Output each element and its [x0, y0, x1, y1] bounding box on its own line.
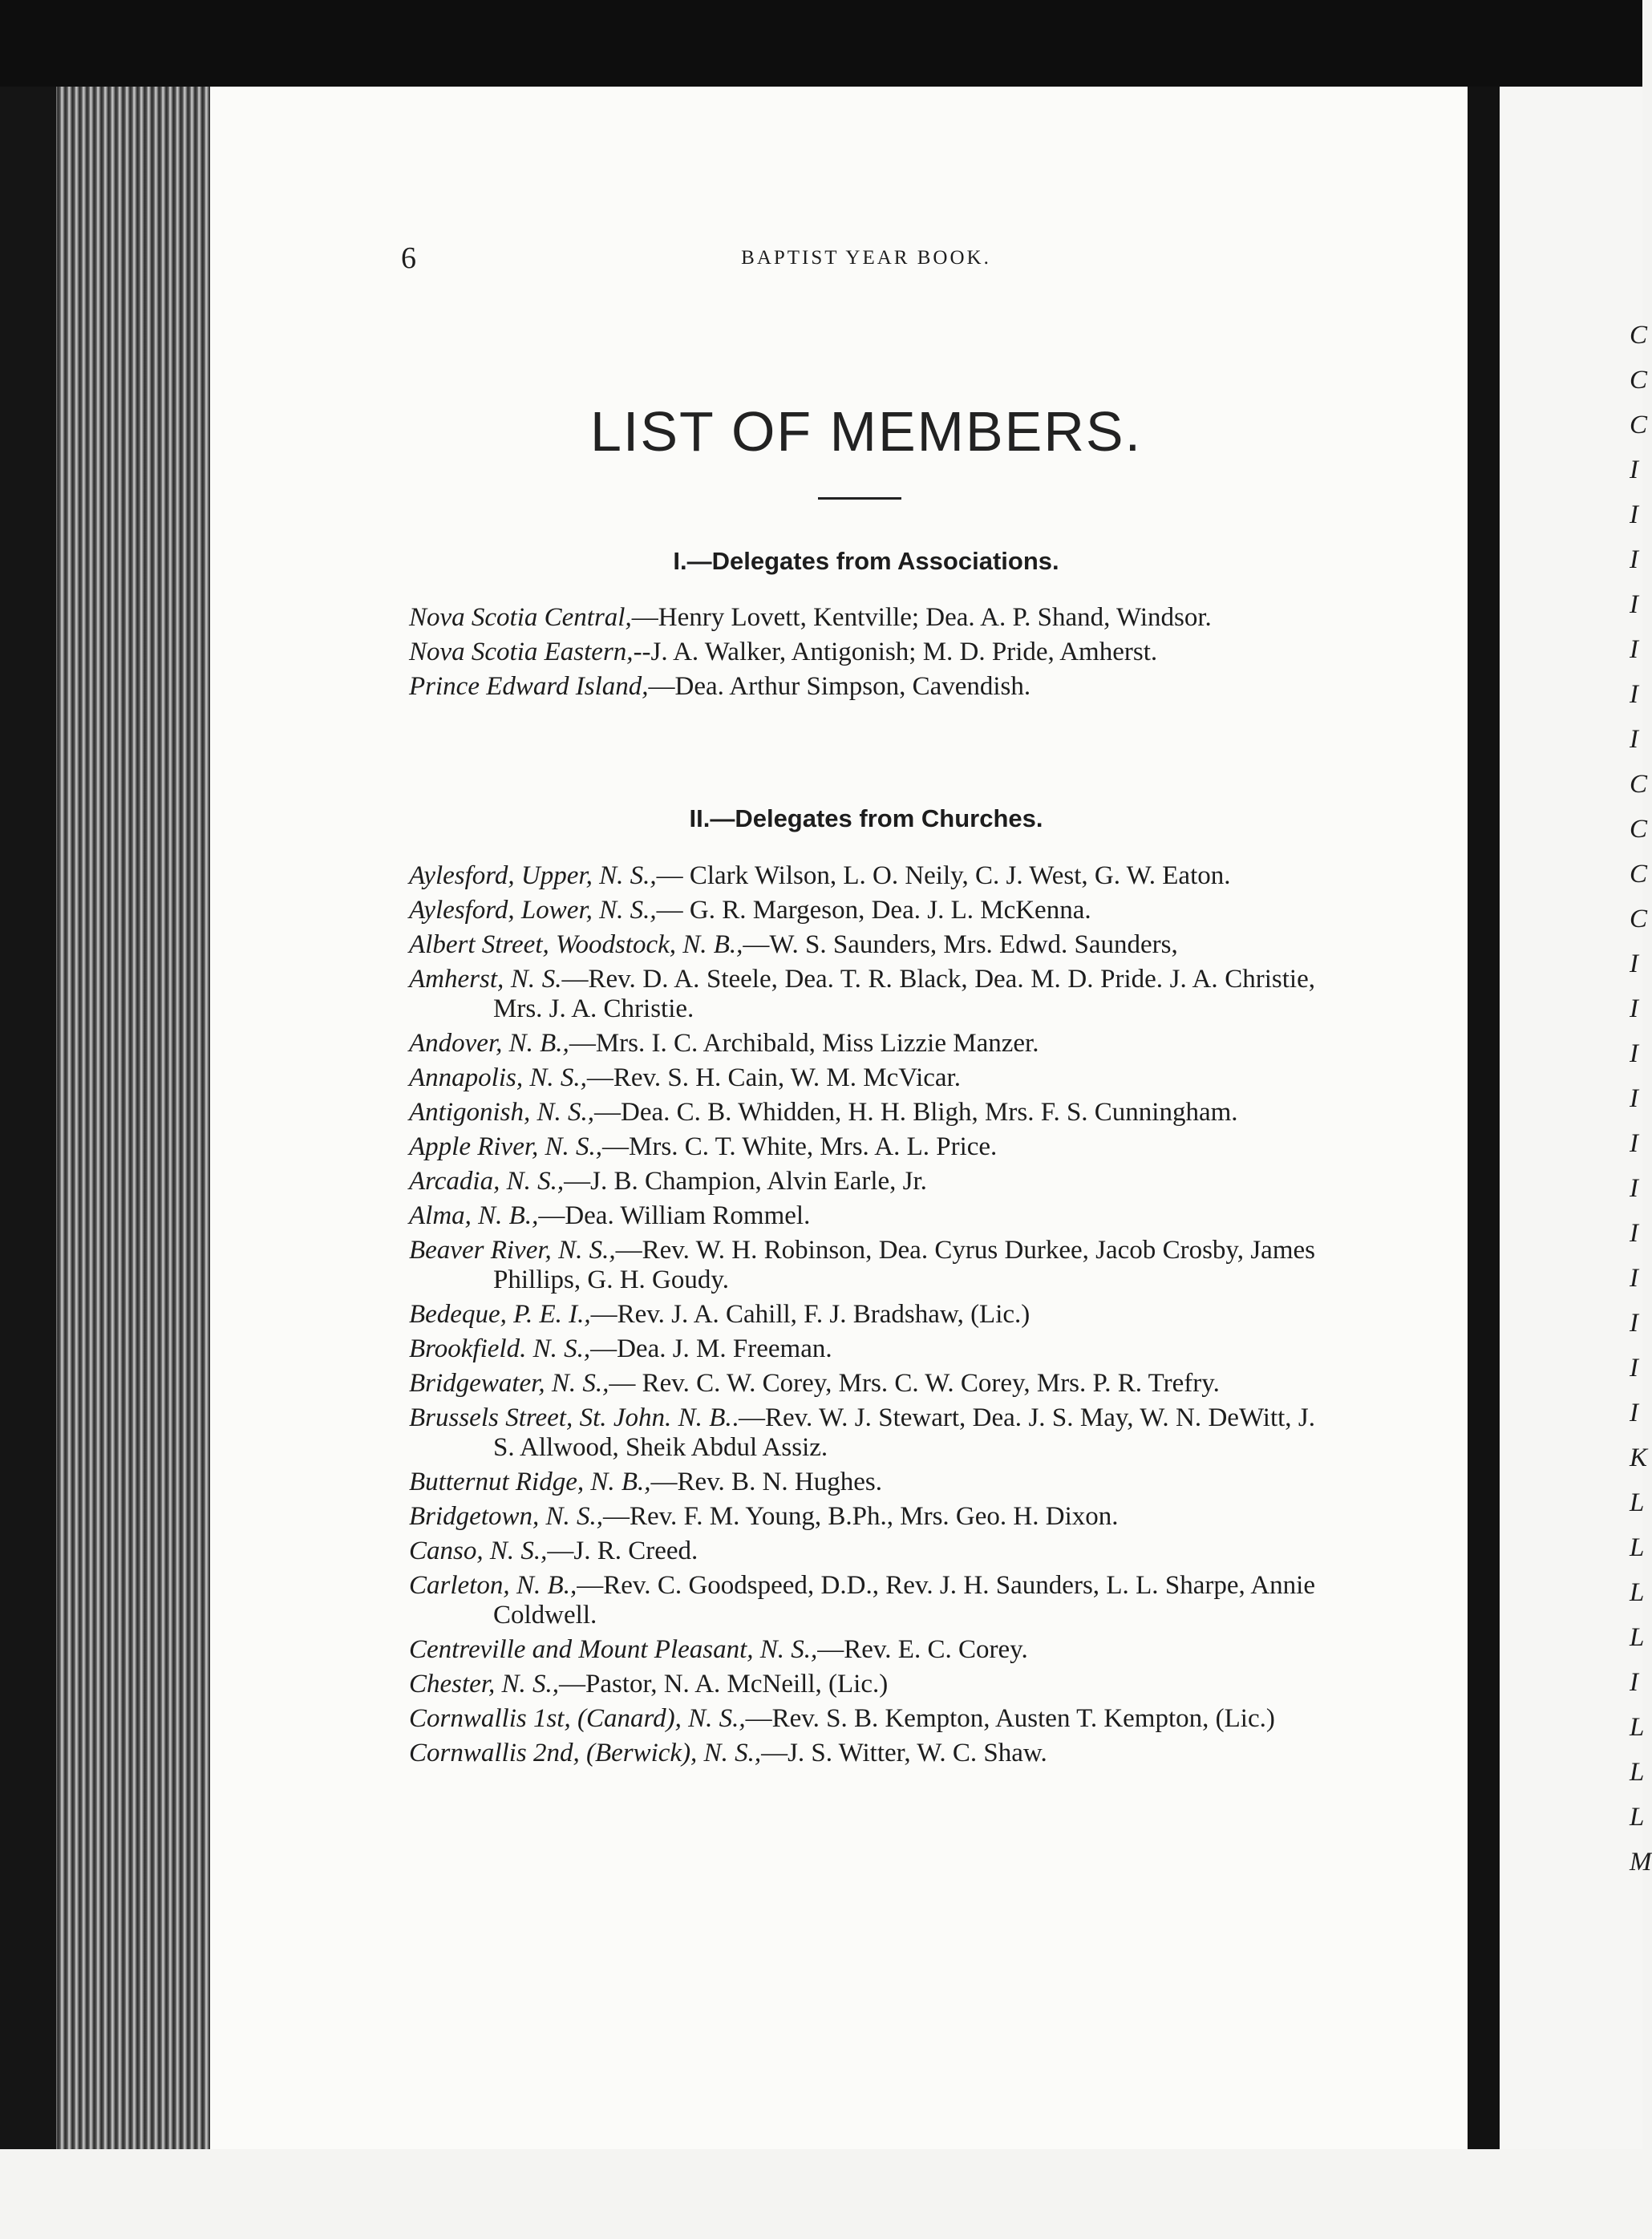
margin-letter: L [1630, 1803, 1645, 1832]
entry-place: Nova Scotia Central, [409, 603, 632, 632]
margin-letter: I [1630, 500, 1638, 529]
margin-letter: K [1630, 1443, 1648, 1472]
margin-letter: L [1630, 1713, 1645, 1742]
list-item [409, 1739, 1315, 1768]
entry-place: Apple River, N. S., [409, 1132, 603, 1161]
list-item [409, 896, 1315, 925]
entry-names: —Rev. D. A. Steele, Dea. T. R. Black, Dea. M. D. Pride. J. A. Christie, Mrs. J. A. Christie. [493, 965, 1316, 1023]
entry-names: —J. R. Creed. [547, 1537, 698, 1565]
list-item [409, 1537, 1315, 1566]
margin-letter: I [1630, 590, 1638, 619]
entry-names: —Rev. F. M. Young, B.Ph., Mrs. Geo. H. Dixon. [603, 1502, 1119, 1531]
entry-place: Amherst, N. S. [409, 965, 562, 994]
list-item [409, 1635, 1315, 1665]
section-heading-associations: I.—Delegates from Associations. [673, 547, 1059, 575]
margin-letter: L [1630, 1533, 1645, 1562]
entry-place: Brookfield. N. S., [409, 1334, 591, 1363]
section-heading-churches: II.—Delegates from Churches. [689, 804, 1043, 832]
margin-letter: I [1630, 1084, 1638, 1113]
list-item [409, 1670, 1315, 1699]
list-item [409, 1300, 1315, 1330]
entry-place: Prince Edward Island, [409, 672, 649, 701]
margin-letter: M [1630, 1848, 1652, 1877]
margin-letter: I [1630, 1264, 1638, 1293]
entry-place: Carleton, N. B., [409, 1571, 577, 1600]
entry-names: —Rev. B. N. Hughes. [650, 1468, 882, 1496]
margin-letter: I [1630, 1309, 1638, 1338]
title-rule [818, 497, 901, 500]
margin-letter: I [1630, 1129, 1638, 1158]
margin-letter: C [1630, 770, 1648, 799]
churches-list [409, 861, 1315, 1773]
list-item [409, 638, 1315, 667]
entry-names: —Dea. Arthur Simpson, Cavendish. [648, 672, 1031, 701]
list-item [409, 1201, 1315, 1231]
entry-names: —Rev. J. A. Cahill, F. J. Bradshaw, (Lic.) [590, 1300, 1030, 1329]
margin-letter: I [1630, 994, 1638, 1023]
list-item [409, 1098, 1315, 1128]
facing-page-margin-letters [1630, 321, 1652, 1965]
entry-names: —Dea. J. M. Freeman. [590, 1334, 832, 1363]
entry-names: --J. A. Walker, Antigonish; M. D. Pride, Amherst. [633, 638, 1158, 666]
margin-letter: L [1630, 1623, 1645, 1652]
associations-list [409, 603, 1315, 707]
list-item [409, 1502, 1315, 1532]
margin-letter: I [1630, 635, 1638, 664]
margin-letter: C [1630, 860, 1648, 889]
entry-place: Arcadia, N. S., [409, 1167, 565, 1196]
margin-letter: L [1630, 1758, 1645, 1787]
margin-letter: C [1630, 321, 1648, 350]
book-gutter [1468, 87, 1500, 2149]
entry-place: Aylesford, Upper, N. S., [409, 861, 657, 890]
entry-place: Brussels Street, St. John. N. B. [409, 1403, 732, 1432]
entry-names: — Rev. C. W. Corey, Mrs. C. W. Corey, Mrs. P. R. Trefry. [609, 1369, 1220, 1398]
page-title: LIST OF MEMBERS. [589, 400, 1143, 463]
entry-names: —Mrs. I. C. Archibald, Miss Lizzie Manzer. [569, 1029, 1039, 1058]
entry-names: —Rev. S. H. Cain, W. M. McVicar. [586, 1063, 961, 1092]
list-item [409, 1468, 1315, 1497]
entry-place: Bedeque, P. E. I., [409, 1300, 591, 1329]
entry-place: Antigonish, N. S., [409, 1098, 595, 1127]
list-item [409, 1571, 1315, 1630]
scan-bottom-margin [0, 2149, 1642, 2239]
entry-place: Butternut Ridge, N. B., [409, 1468, 651, 1496]
list-item [409, 672, 1315, 702]
list-item [409, 1704, 1315, 1734]
running-title: BAPTIST YEAR BOOK. [741, 247, 991, 269]
list-item [409, 861, 1315, 891]
list-item [409, 930, 1315, 960]
margin-letter: I [1630, 1174, 1638, 1203]
facing-page [1500, 87, 1652, 2149]
margin-letter: I [1630, 1219, 1638, 1248]
entry-names: —Dea. C. B. Whidden, H. H. Bligh, Mrs. F. S. Cunningham. [594, 1098, 1238, 1127]
entry-names: —Rev. W. H. Robinson, Dea. Cyrus Durkee, Jacob Crosby, James Phillips, G. H. Goudy. [493, 1236, 1315, 1294]
list-item [409, 965, 1315, 1024]
margin-letter: C [1630, 905, 1648, 933]
book-spine-shadow [0, 87, 56, 2149]
margin-letter: L [1630, 1578, 1645, 1607]
margin-letter: C [1630, 366, 1648, 395]
margin-letter: C [1630, 815, 1648, 844]
entry-names: —Rev. C. Goodspeed, D.D., Rev. J. H. Saunders, L. L. Sharpe, Annie Coldwell. [493, 1571, 1315, 1630]
entry-names: .—Rev. W. J. Stewart, Dea. J. S. May, W. N. DeWitt, J. S. Allwood, Sheik Abdul Assiz. [493, 1403, 1316, 1462]
entry-place: Aylesford, Lower, N. S., [409, 896, 657, 925]
list-item [409, 1132, 1315, 1162]
margin-letter: I [1630, 1399, 1638, 1427]
entry-place: Alma, N. B., [409, 1201, 539, 1230]
list-item [409, 1369, 1315, 1399]
margin-letter: I [1630, 949, 1638, 978]
entry-place: Chester, N. S., [409, 1670, 560, 1698]
list-item [409, 1029, 1315, 1059]
margin-letter: I [1630, 725, 1638, 754]
entry-names: —Pastor, N. A. McNeill, (Lic.) [559, 1670, 889, 1698]
entry-names: —Dea. William Rommel. [538, 1201, 811, 1230]
margin-letter: I [1630, 1354, 1638, 1383]
margin-letter: I [1630, 1039, 1638, 1068]
entry-names: — Clark Wilson, L. O. Neily, C. J. West, G. W. Eaton. [656, 861, 1231, 890]
margin-letter: I [1630, 680, 1638, 709]
margin-letter: I [1630, 1668, 1638, 1697]
margin-letter: I [1630, 455, 1638, 484]
entry-place: Bridgetown, N. S., [409, 1502, 604, 1531]
list-item [409, 1334, 1315, 1364]
page-number: 6 [401, 241, 416, 275]
entry-place: Bridgewater, N. S., [409, 1369, 609, 1398]
entry-names: —Rev. S. B. Kempton, Austen T. Kempton, (Lic.) [745, 1704, 1275, 1733]
list-item [409, 1063, 1315, 1093]
list-item [409, 1236, 1315, 1295]
margin-letter: L [1630, 1488, 1645, 1517]
entry-place: Annapolis, N. S., [409, 1063, 587, 1092]
entry-names: —Rev. E. C. Corey. [817, 1635, 1028, 1664]
entry-names: —Mrs. C. T. White, Mrs. A. L. Price. [602, 1132, 998, 1161]
margin-letter: C [1630, 411, 1648, 439]
list-item [409, 1403, 1315, 1463]
scan-top-border [0, 0, 1642, 87]
entry-place: Centreville and Mount Pleasant, N. S., [409, 1635, 818, 1664]
list-item [409, 603, 1315, 633]
entry-names: —J. B. Champion, Alvin Earle, Jr. [564, 1167, 927, 1196]
list-item [409, 1167, 1315, 1196]
entry-place: Nova Scotia Eastern, [409, 638, 634, 666]
entry-place: Albert Street, Woodstock, N. B., [409, 930, 743, 959]
entry-names: — G. R. Margeson, Dea. J. L. McKenna. [656, 896, 1091, 925]
entry-names: —J. S. Witter, W. C. Shaw. [761, 1739, 1047, 1767]
entry-place: Beaver River, N. S., [409, 1236, 616, 1265]
margin-letter: I [1630, 545, 1638, 574]
entry-place: Andover, N. B., [409, 1029, 569, 1058]
entry-names: —W. S. Saunders, Mrs. Edwd. Saunders, [743, 930, 1178, 959]
entry-place: Cornwallis 2nd, (Berwick), N. S., [409, 1739, 762, 1767]
entry-names: —Henry Lovett, Kentville; Dea. A. P. Shand, Windsor. [631, 603, 1212, 632]
entry-place: Canso, N. S., [409, 1537, 548, 1565]
entry-place: Cornwallis 1st, (Canard), N. S., [409, 1704, 746, 1733]
